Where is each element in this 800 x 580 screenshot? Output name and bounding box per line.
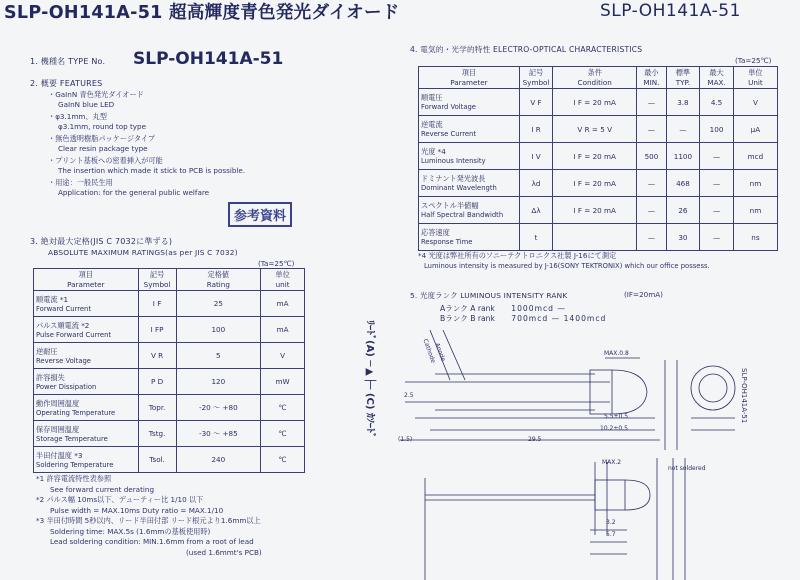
max-value: — (700, 197, 734, 224)
abs-max-label: 3. 絶対最大定格(JIS C 7032に準ずる) (30, 237, 173, 246)
note-line: *2 パルス幅 10ms以下、デューティー比 1/10 以下 (36, 495, 204, 504)
rating: 240 (176, 447, 261, 473)
param-jp: 逆耐圧 (36, 346, 58, 356)
max-value: — (700, 170, 734, 197)
param-jp: 許容損失 (36, 372, 65, 382)
rating: -20 〜 +80 (176, 395, 261, 421)
unit: ns (733, 224, 777, 251)
param-jp: 保存周囲温度 (36, 424, 80, 434)
param-en: Response Time (421, 238, 473, 246)
param-en: Reverse Current (421, 130, 477, 138)
param-en: Luminous Intensity (421, 157, 486, 165)
led-outline-drawing (395, 330, 785, 580)
col-header-item: 項目 Parameter (419, 67, 520, 89)
dim-max08: MAX.0.8 (604, 350, 629, 357)
rating: 25 (176, 291, 261, 317)
param-en: Soldering Temperature (36, 460, 114, 469)
rank-condition: (IF=20mA) (624, 290, 663, 299)
param-jp: 動作周囲温度 (36, 398, 80, 408)
condition: V R = 5 V (553, 116, 637, 143)
min-value: — (637, 224, 666, 251)
feature-en: φ3.1mm, round top type (58, 122, 147, 131)
table-row (34, 447, 305, 473)
feature-en: Clear resin package type (58, 144, 148, 153)
dim-max2: MAX.2 (602, 459, 622, 466)
table-row (34, 369, 305, 395)
feature-item (48, 112, 328, 134)
symbol: Δλ (519, 197, 552, 224)
unit: ℃ (261, 447, 305, 473)
param-jp: 順電流 *1 (36, 294, 69, 304)
type-no-value: SLP-OH141A-51 (133, 49, 284, 69)
typ-value: — (666, 116, 700, 143)
max-value: — (700, 224, 734, 251)
symbol: I R (519, 116, 552, 143)
col-header-item: 項目 Parameter (34, 269, 139, 291)
typ-value: 3.8 (666, 89, 700, 116)
param-en: Operating Temperature (36, 408, 116, 417)
param-en: Power Dissipation (36, 382, 97, 391)
dim-15: (1.5) (398, 436, 413, 443)
rating: 120 (176, 369, 261, 395)
col-header-unit: 単位 Unit (733, 67, 777, 89)
param-en: Dominant Wavelength (421, 184, 497, 192)
features-list (48, 90, 328, 200)
type-no-label: 1. 機種名 TYPE No. (30, 57, 106, 66)
ta-note: (Ta=25℃) (258, 259, 295, 268)
dim-32: 3.2 (606, 519, 616, 526)
rating: 5 (176, 343, 261, 369)
page-title-right: SLP-OH141A-51 (600, 1, 741, 21)
note-line: *3 半田付時間 5秒以内、リード半田付部 リード根元より1.6mm以上 (36, 516, 261, 525)
param-en: Pulse Forward Current (36, 330, 112, 339)
col-header-max: 最大 MAX. (700, 67, 734, 89)
feature-en: Application: for the general public welfare (58, 188, 210, 197)
col-header-min: 最小 MIN. (637, 67, 666, 89)
table-row (419, 143, 778, 170)
feature-jp: ・プリント基板への密着挿入が可能 (48, 156, 163, 165)
param-jp: 半田付温度 *3 (36, 450, 83, 460)
rating: 100 (176, 317, 261, 343)
feature-jp: ・GaInN 青色発光ダイオード (48, 90, 144, 99)
unit: V (733, 89, 777, 116)
param-en: Forward Voltage (421, 103, 476, 111)
param-jp: ドミナント発光波長 (421, 174, 486, 183)
unit: ℃ (261, 395, 305, 421)
table-row (419, 170, 778, 197)
dim-55: 5.5±0.5 (604, 413, 629, 420)
table-row (419, 197, 778, 224)
min-value: 500 (637, 143, 666, 170)
feature-item (48, 90, 328, 112)
unit: mW (261, 369, 305, 395)
condition: I F = 20 mA (553, 89, 637, 116)
note-line: Soldering time: MAX.5s (1.6mmの基板使用時) (50, 526, 211, 536)
typ-value: 30 (666, 224, 700, 251)
unit: nm (733, 170, 777, 197)
rank-a-name: Aランク A rank (440, 304, 495, 313)
symbol: I V (519, 143, 552, 170)
anode-label: Anode (433, 342, 447, 363)
rating: -30 〜 +85 (176, 421, 261, 447)
typ-value: 26 (666, 197, 700, 224)
col-header-symbol: 記号 Symbol (519, 67, 552, 89)
feature-jp: ・φ3.1mm、丸型 (48, 112, 107, 121)
eo-ta-note: (Ta=25℃) (735, 56, 772, 65)
not-soldered-label: not soldered (668, 465, 706, 472)
page-title: SLP-OH141A-51 超高輝度青色発光ダイオード (4, 3, 400, 23)
table-row (34, 291, 305, 317)
rank-a-range: 1000mcd — (511, 304, 566, 313)
min-value: — (637, 89, 666, 116)
note-line: Lead soldering condition: MIN.1.6mm from a root of lead (50, 537, 254, 546)
col-header-typ: 標準 TYP. (666, 67, 700, 89)
symbol: Tstg. (138, 421, 176, 447)
symbol: V R (138, 343, 176, 369)
symbol: I FP (138, 317, 176, 343)
unit: nm (733, 197, 777, 224)
symbol: P D (138, 369, 176, 395)
symbol: λd (519, 170, 552, 197)
rank-b-range: 700mcd — 1400mcd (511, 314, 607, 323)
col-header-rating: 定格値 Rating (176, 269, 261, 291)
unit: mA (261, 317, 305, 343)
table-row (419, 89, 778, 116)
feature-jp: ・用途：一般民生用 (48, 178, 113, 187)
rank-label: 5. 光度ランク LUMINOUS INTENSITY RANK (410, 291, 568, 300)
note-line: Pulse width = MAX.10ms Duty ratio = MAX.1/10 (50, 505, 224, 515)
polarity-label: ﾘｰﾄﾞ(A) ─▶├─ (C) ｶｿｰﾄﾞ (364, 320, 375, 438)
unit: μA (733, 116, 777, 143)
param-jp: スペクトル半値幅 (421, 201, 479, 210)
table-row (419, 116, 778, 143)
typ-value: 468 (666, 170, 700, 197)
rank-b-name: Bランク B rank (440, 314, 495, 323)
param-en: Forward Current (36, 304, 92, 313)
dim-57: 5.7 (606, 531, 616, 538)
eo-note-jp: *4 光度は弊社所有のソニーテクトロニクス社製 J-16にて測定 (418, 251, 617, 260)
eo-label: 4. 電気的・光学的特性 ELECTRO-OPTICAL CHARACTERISTICS (410, 45, 643, 54)
symbol: V F (519, 89, 552, 116)
param-jp: 光度 *4 (421, 147, 446, 156)
features-label: 2. 概要 FEATURES (30, 79, 103, 88)
param-jp: 逆電流 (421, 120, 443, 129)
table-row (34, 395, 305, 421)
table-row (34, 421, 305, 447)
unit: mcd (733, 143, 777, 170)
eo-table (418, 66, 778, 251)
max-value: 4.5 (700, 89, 734, 116)
unit: ℃ (261, 421, 305, 447)
param-jp: 応答速度 (421, 228, 450, 237)
typ-value: 1100 (666, 143, 700, 170)
symbol: t (519, 224, 552, 251)
abs-max-label-en: ABSOLUTE MAXIMUM RATINGS(as per JIS C 7032) (48, 248, 238, 257)
max-value: 100 (700, 116, 734, 143)
condition: I F = 20 mA (553, 170, 637, 197)
cathode-label: Cathode (421, 338, 437, 365)
min-value: — (637, 197, 666, 224)
dim-102: 10.2±0.5 (600, 425, 628, 432)
feature-en: GaInN blue LED (58, 100, 115, 109)
col-header-symbol: 記号 Symbol (138, 269, 176, 291)
eo-note-en: Luminous intensity is measured by J-16(SONY TEKTRONIX) which our office possess. (424, 262, 710, 270)
vertical-type-label: SLP-OH141A-51 (740, 368, 748, 424)
table-row (34, 343, 305, 369)
symbol: Topr. (138, 395, 176, 421)
table-row (34, 317, 305, 343)
reference-stamp: 参考資料 (228, 202, 292, 227)
abs-max-notes (36, 474, 262, 558)
feature-item (48, 156, 328, 178)
note-line: See forward current derating (50, 484, 155, 494)
symbol: Tsol. (138, 447, 176, 473)
dim-25: 2.5 (404, 392, 414, 399)
param-en: Reverse Voltage (36, 356, 91, 365)
param-jp: パルス順電流 *2 (36, 320, 90, 330)
param-en: Half Spectral Bandwidth (421, 211, 504, 219)
param-en: Storage Temperature (36, 434, 108, 443)
max-value: — (700, 143, 734, 170)
dim-295: 29.5 (528, 436, 542, 443)
param-jp: 順電圧 (421, 93, 443, 102)
symbol: I F (138, 291, 176, 317)
note-line: *1 許容電流特性表参照 (36, 474, 112, 483)
rank-b (440, 313, 606, 324)
unit: V (261, 343, 305, 369)
min-value: — (637, 116, 666, 143)
feature-en: The insertion which made it stick to PCB is possible. (58, 166, 246, 175)
abs-max-table (33, 268, 305, 473)
min-value: — (637, 170, 666, 197)
col-header-unit: 単位 unit (261, 269, 305, 291)
col-header-condition: 条件 Condition (553, 67, 637, 89)
feature-jp: ・無色透明樹脂パッケージタイプ (48, 134, 156, 143)
feature-item (48, 134, 328, 156)
condition (553, 224, 637, 251)
condition: I F = 20 mA (553, 143, 637, 170)
unit: mA (261, 291, 305, 317)
note-line: (used 1.6mmt's PCB) (186, 547, 262, 557)
condition: I F = 20 mA (553, 197, 637, 224)
table-row (419, 224, 778, 251)
feature-item (48, 178, 328, 200)
